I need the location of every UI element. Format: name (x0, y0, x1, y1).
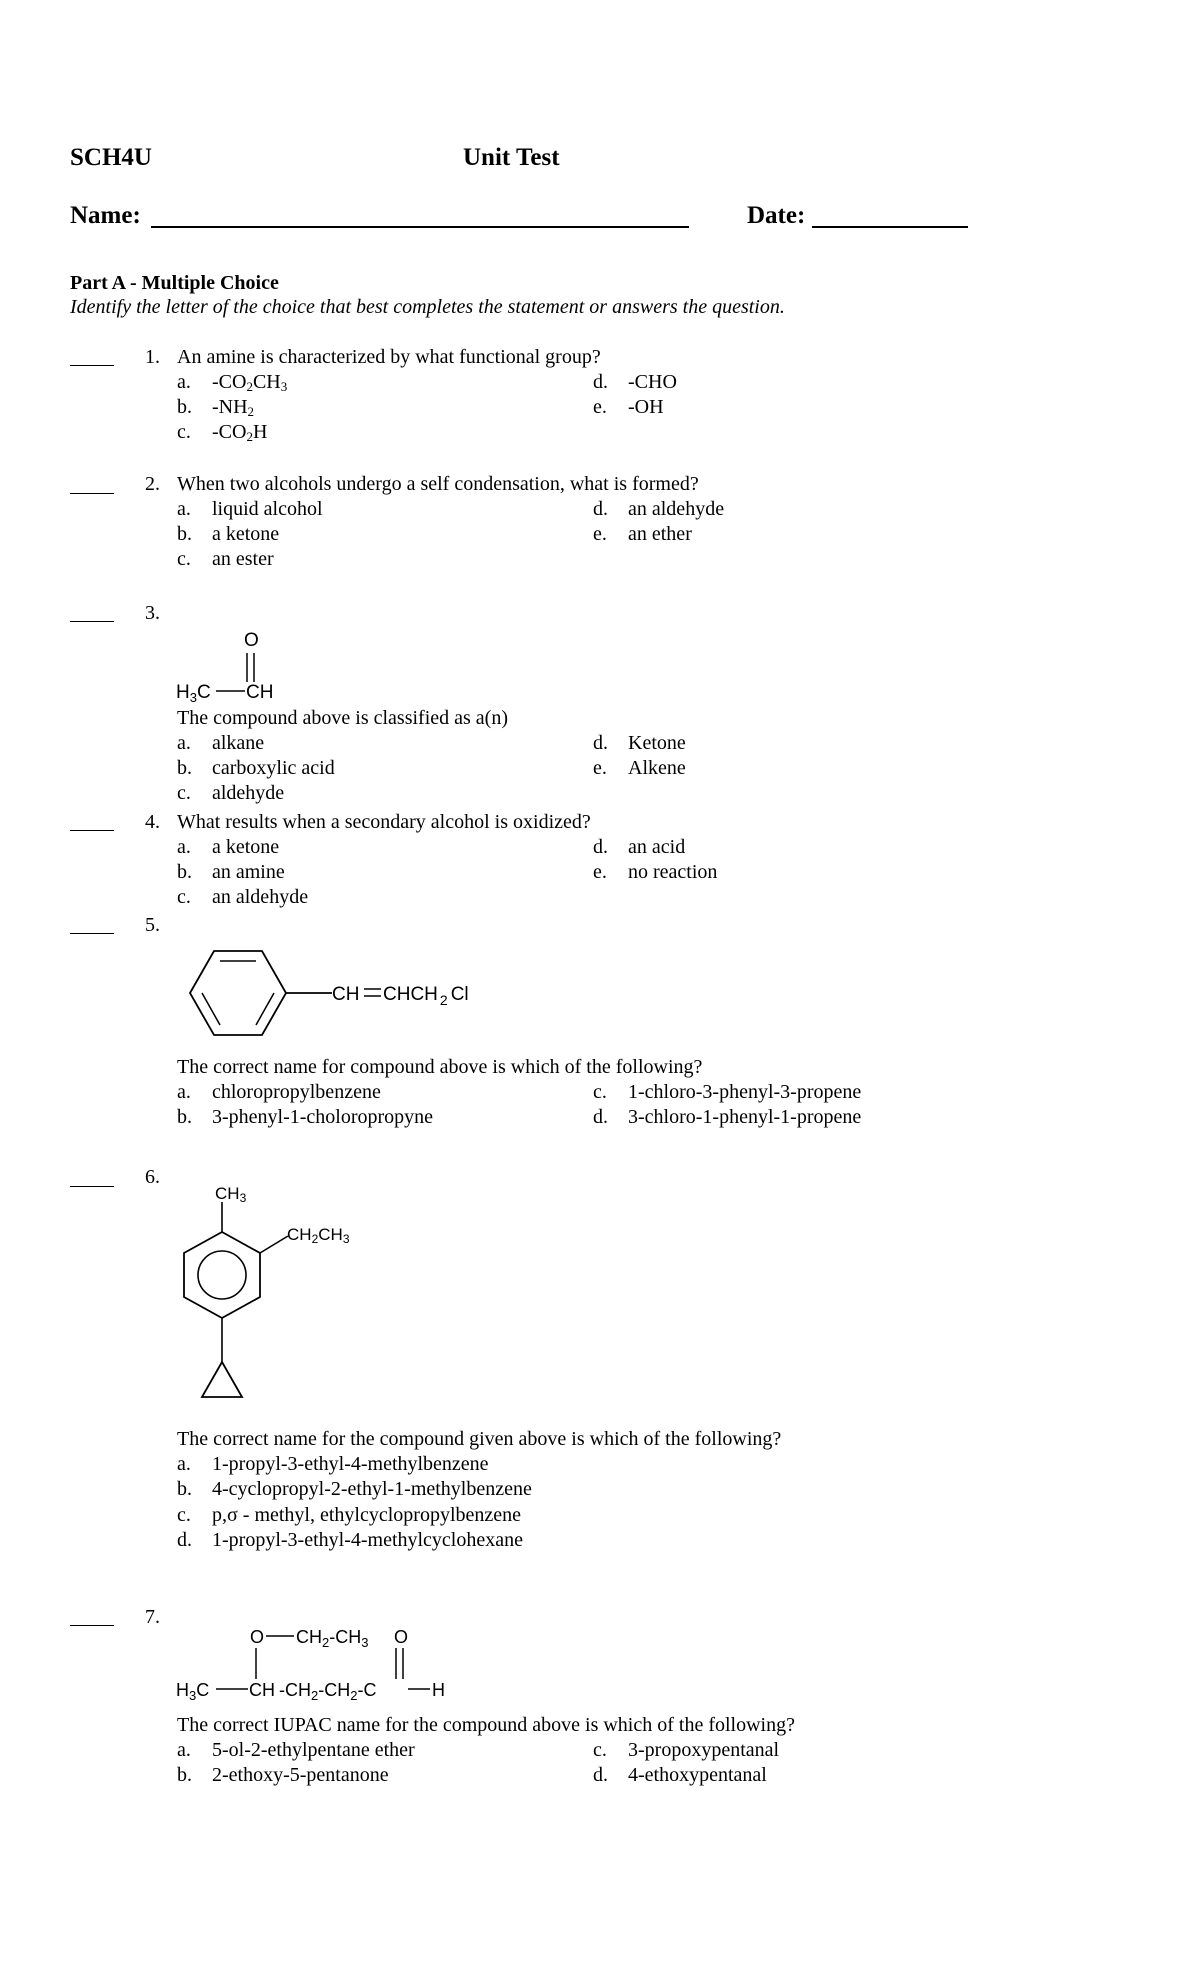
choice-6a: a. 1-propyl-3-ethyl-4-methylbenzene (177, 1453, 489, 1475)
choice-3a: a. alkane (177, 732, 265, 754)
svg-text:O: O (244, 630, 259, 651)
name-label: Name: (70, 202, 141, 229)
answer-blank-q3[interactable] (70, 621, 114, 622)
name-field-line[interactable] (151, 226, 689, 228)
choice-4c: c. an aldehyde (177, 886, 309, 908)
choice-5b: b. 3-phenyl-1-choloropropyne (177, 1106, 434, 1128)
course-code: SCH4U (70, 144, 152, 171)
question-number: 1. (145, 346, 160, 368)
choice-4a: a. a ketone (177, 836, 280, 858)
choice-4d: d. an acid (593, 836, 686, 858)
answer-blank-q2[interactable] (70, 493, 114, 494)
choice-4e: e. no reaction (593, 861, 718, 883)
choice-3c: c. aldehyde (177, 782, 285, 804)
question-4-stem: 4. What results when a secondary alcohol is oxidized? (145, 811, 591, 833)
choice-3d: d. Ketone (593, 732, 686, 754)
phenylpropene-structure (180, 940, 500, 1050)
question-2-stem: 2. When two alcohols undergo a self condensation, what is formed? (145, 473, 699, 495)
page-title: Unit Test (463, 144, 560, 171)
choice-7c: c. 3-propoxypentanal (593, 1739, 780, 1761)
question-7-number: 7. (145, 1606, 160, 1628)
svg-text:CH2CH3: CH2CH3 (287, 1225, 350, 1246)
svg-text:O: O (394, 1627, 409, 1647)
cyclopropyl-ethyl-methylbenzene-structure (170, 1180, 390, 1420)
part-a-title: Part A - Multiple Choice (70, 272, 279, 294)
question-5-number: 5. (145, 914, 160, 936)
acetaldehyde-structure (170, 626, 310, 706)
choice-6d: d. 1-propyl-3-ethyl-4-methylcyclohexane (177, 1529, 523, 1551)
date-label: Date: (747, 202, 806, 229)
svg-text:H: H (432, 1680, 445, 1700)
question-6-stem: The correct name for the compound given above is which of the following? (177, 1428, 782, 1450)
question-5-stem: The correct name for compound above is which of the following? (177, 1056, 703, 1078)
choice-2a: a. liquid alcohol (177, 498, 323, 520)
choice-1c: c. $-CO_2H$ (177, 421, 268, 444)
svg-text:CH: CH (332, 984, 360, 1005)
svg-text:CH2-CH3: $CH_2-CH_3$ (296, 1627, 369, 1650)
question-6-number: 6. (145, 1166, 160, 1188)
choice-2e: e. an ether (593, 523, 692, 545)
choice-6b: b. 4-cyclopropyl-2-ethyl-1-methylbenzene (177, 1478, 532, 1500)
choice-7d: d. 4-ethoxypentanal (593, 1764, 767, 1786)
question-3-stem: The compound above is classified as a(n) (177, 707, 509, 729)
choice-5d: d. 3-chloro-1-phenyl-1-propene (593, 1106, 862, 1128)
choice-2d: d. an aldehyde (593, 498, 725, 520)
choice-4b: b. an amine (177, 861, 285, 883)
answer-blank-q7[interactable] (70, 1625, 114, 1626)
choice-2c: c. an ester (177, 548, 274, 570)
choice-7b: b. 2-ethoxy-5-pentanone (177, 1764, 389, 1786)
choice-1e: e. -OH (593, 396, 664, 418)
svg-text:H3C: $H_3C$ (176, 1680, 210, 1703)
svg-text:O: O (250, 1627, 265, 1647)
question-number: 4. (145, 811, 160, 833)
question-1-stem: 1. An amine is characterized by what functional group? (145, 346, 601, 368)
svg-text:CH: CH (246, 682, 274, 703)
answer-blank-q1[interactable] (70, 365, 114, 366)
choice-3e: e. Alkene (593, 757, 686, 779)
choice-5a: a. chloropropylbenzene (177, 1081, 381, 1103)
ethoxypentanal-structure (170, 1624, 490, 1704)
part-a-instructions: Identify the letter of the choice that best completes the statement or answers the question. (70, 296, 785, 318)
choice-2b: b. a ketone (177, 523, 280, 545)
answer-blank-q5[interactable] (70, 933, 114, 934)
choice-1b: b. $-NH_2$ (177, 396, 255, 419)
svg-text:CH-CH2-CH2-C: CH $-CH_2-CH_2-C$ (249, 1680, 377, 1703)
choice-7a: a. 5-ol-2-ethylpentane ether (177, 1739, 415, 1761)
svg-text:CH3: CH3 (215, 1184, 247, 1205)
choice-1d: d. -CHO (593, 371, 677, 393)
choice-3b: b. carboxylic acid (177, 757, 335, 779)
choice-5c: c. 1-chloro-3-phenyl-3-propene (593, 1081, 862, 1103)
choice-6c: c. p,σ - methyl, ethylcyclopropylbenzene (177, 1504, 522, 1526)
question-3-number: 3. (145, 602, 160, 624)
question-7-stem: The correct IUPAC name for the compound above is which of the following? (177, 1714, 795, 1736)
date-field-line[interactable] (812, 226, 968, 228)
svg-text:H3C: $H_3C$ (176, 682, 211, 705)
choice-1a: a. $-CO_2CH_3$ (177, 371, 288, 394)
svg-text:CHCH2Cl: CHCH $_2$ Cl (383, 984, 469, 1008)
answer-blank-q6[interactable] (70, 1186, 114, 1187)
answer-blank-q4[interactable] (70, 830, 114, 831)
question-number: 2. (145, 473, 160, 495)
